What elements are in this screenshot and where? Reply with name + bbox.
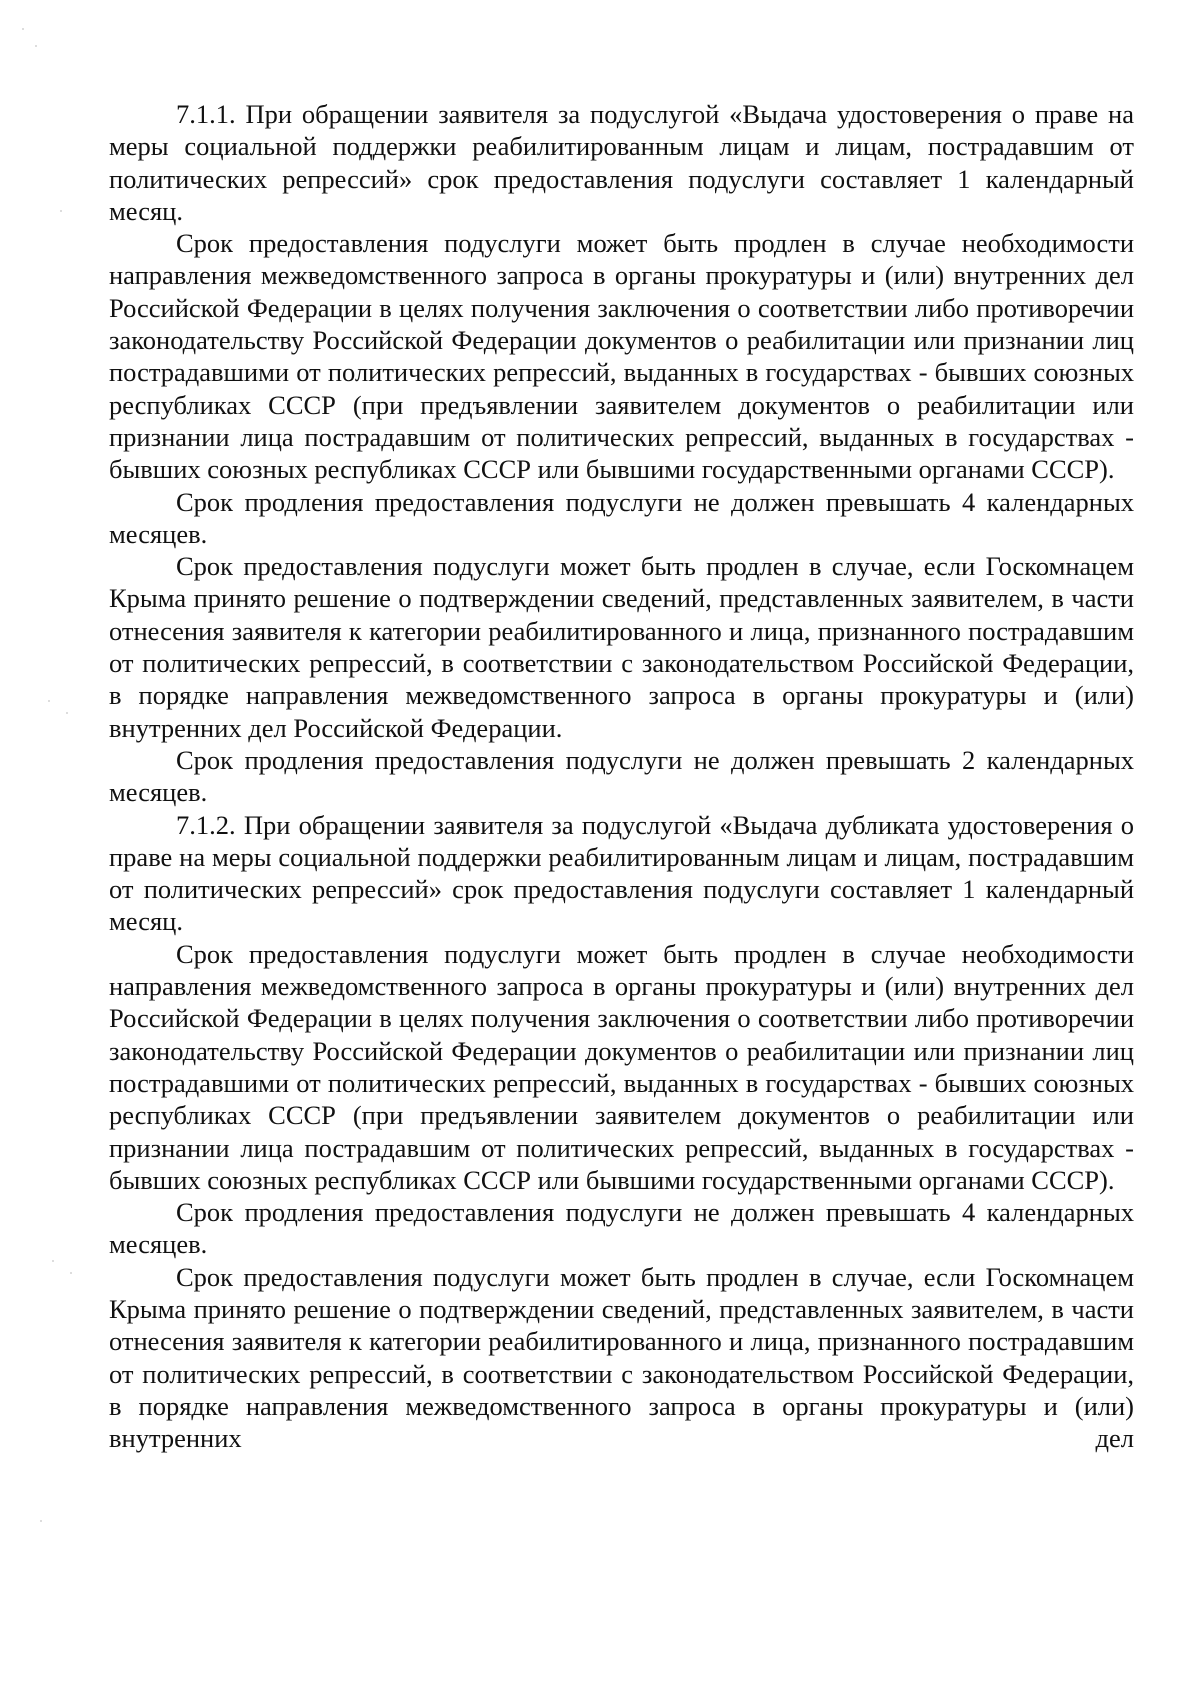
scan-speck — [22, 28, 24, 30]
scan-speck — [40, 1520, 42, 1522]
paragraph-extension-limit-4-months: Срок продления предоставления подуслуги не должен превышать 4 календарных месяцев. — [109, 486, 1134, 549]
scan-speck — [70, 1272, 72, 1274]
scan-speck — [35, 45, 37, 47]
scan-speck — [52, 1260, 54, 1262]
paragraph-extension-limit-4-months-duplicate: Срок продления предоставления подуслуги не должен превышать 4 календарных месяцев. — [109, 1197, 1134, 1260]
paragraph-7-1-2: 7.1.2. При обращении заявителя за подуслугой «Выдача дубликата удостоверения о праве на меры социальной поддержки реабилитированным лицам и лицам, пострадавшим от политических репрессий» срок предоставления подуслуги составляет 1 календарный месяц. — [109, 809, 1134, 937]
paragraph-extension-interagency-request-duplicate: Срок предоставления подуслуги может быть продлен в случае необходимости направления межведомственного запроса в органы прокуратуры и (или) внутренних дел Российской Федерации в целях получения заключения о соответствии либо противоречии законодательству Российской Федерации документов о реабилитации или признании лиц пострадавшими от политических репрессий, выданных в государствах - бывших союзных республиках СССР (при предъявлении заявителем документов о реабилитации или признании лица пострадавшим от политических репрессий, выданных в государствах - бывших союзных республиках СССР или бывшими государственными органами СССР). — [109, 938, 1134, 1195]
document-body — [109, 98, 1134, 1454]
paragraph-extension-goskomnats-decision: Срок предоставления подуслуги может быть продлен в случае, если Госкомнацем Крыма принято решение о подтверждении сведений, представленных заявителем, в части отнесения заявителя к категории реабилитированного и лица, признанного пострадавшим от политических репрессий, в соответствии с законодательством Российской Федерации, в порядке направления межведомственного запроса в органы прокуратуры и (или) внутренних дел Российской Федерации. — [109, 551, 1134, 743]
scan-speck — [48, 700, 50, 702]
scan-speck — [66, 712, 68, 714]
paragraph-extension-goskomnats-decision-duplicate: Срок предоставления подуслуги может быть продлен в случае, если Госкомнацем Крыма принято решение о подтверждении сведений, представленных заявителем, в части отнесения заявителя к категории реабилитированного и лица, признанного пострадавшим от политических репрессий, в соответствии с законодательством Российской Федерации, в порядке направления межведомственного запроса в органы прокуратуры и (или) внутренних дел — [109, 1261, 1134, 1454]
paragraph-7-1-1: 7.1.1. При обращении заявителя за подуслугой «Выдача удостоверения о праве на меры социальной поддержки реабилитированным лицам и лицам, пострадавшим от политических репрессий» срок предоставления подуслуги составляет 1 календарный месяц. — [109, 99, 1134, 226]
paragraph-extension-limit-2-months: Срок продления предоставления подуслуги не должен превышать 2 календарных месяцев. — [109, 744, 1134, 808]
paragraph-extension-interagency-request: Срок предоставления подуслуги может быть продлен в случае необходимости направления межведомственного запроса в органы прокуратуры и (или) внутренних дел Российской Федерации в целях получения заключения о соответствии либо противоречии законодательству Российской Федерации документов о реабилитации или признании лиц пострадавшими от политических репрессий, выданных в государствах - бывших союзных республиках СССР (при предъявлении заявителем документов о реабилитации или признании лица пострадавшим от политических репрессий, выданных в государствах - бывших союзных республиках СССР или бывшими государственными органами СССР). — [109, 228, 1134, 485]
scan-speck — [60, 210, 62, 212]
